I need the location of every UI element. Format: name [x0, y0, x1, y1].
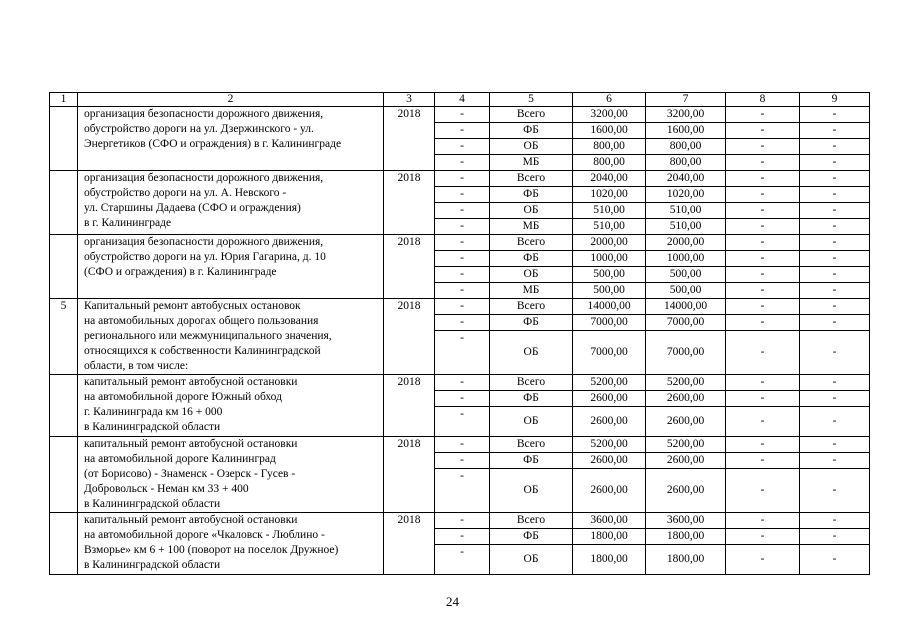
budget-source-cell: ФБ	[490, 391, 573, 407]
dash-cell: -	[800, 391, 870, 407]
description-line: Взморье» км 6 + 100 (поворот на поселок Дружное)	[84, 544, 339, 556]
dash-cell: -	[726, 469, 800, 513]
description-line: на автомобильной дороге Калининград	[84, 453, 276, 465]
description-line: Капитальный ремонт автобусных остановок	[84, 300, 301, 312]
budget-source-cell: ФБ	[490, 187, 573, 203]
item-description-cell	[78, 107, 384, 171]
amount-cell: 2040,00	[573, 171, 646, 187]
description-line: на автомобильных дорогах общего пользования	[84, 315, 319, 327]
budget-source-cell: ОБ	[490, 139, 573, 155]
dash-cell: -	[800, 123, 870, 139]
item-number-cell: 5	[50, 299, 78, 375]
budget-source-cell: МБ	[490, 155, 573, 171]
amount-cell: 1000,00	[646, 251, 726, 267]
table-body	[50, 93, 870, 575]
budget-source-cell: МБ	[490, 283, 573, 299]
page-number: 24	[446, 594, 459, 609]
amount-cell: 7000,00	[573, 315, 646, 331]
dash-cell: -	[800, 235, 870, 251]
dash-cell: -	[800, 315, 870, 331]
item-description-cell	[78, 437, 384, 513]
column-number: 1	[50, 93, 78, 107]
description-line: организация безопасности дорожного движения,	[84, 172, 324, 184]
amount-cell: 14000,00	[573, 299, 646, 315]
dash-cell: -	[435, 283, 490, 299]
amount-cell: 2600,00	[573, 453, 646, 469]
dash-cell: -	[726, 545, 800, 575]
dash-cell: -	[726, 513, 800, 529]
budget-table	[49, 92, 870, 575]
description-line: регионального или межмуниципального значения,	[84, 330, 332, 342]
amount-cell: 3200,00	[646, 107, 726, 123]
dash-cell: -	[726, 187, 800, 203]
dash-cell: -	[435, 171, 490, 187]
amount-cell: 510,00	[573, 203, 646, 219]
amount-cell: 1800,00	[573, 529, 646, 545]
amount-cell: 2600,00	[573, 391, 646, 407]
budget-source-cell: ОБ	[490, 469, 573, 513]
amount-cell: 500,00	[573, 267, 646, 283]
item-number-cell	[50, 513, 78, 575]
dash-cell: -	[800, 529, 870, 545]
dash-cell: -	[435, 407, 490, 437]
year-cell: 2018	[384, 299, 435, 375]
amount-cell: 2600,00	[646, 453, 726, 469]
dash-cell: -	[726, 529, 800, 545]
budget-source-cell: ФБ	[490, 453, 573, 469]
dash-cell: -	[435, 331, 490, 375]
description-line: обустройство дороги на ул. Юрия Гагарина, д. 10	[84, 251, 326, 263]
amount-cell: 510,00	[646, 203, 726, 219]
item-description-cell	[78, 513, 384, 575]
amount-cell: 3600,00	[646, 513, 726, 529]
dash-cell: -	[800, 299, 870, 315]
table-row	[50, 235, 870, 251]
dash-cell: -	[435, 391, 490, 407]
column-number: 3	[384, 93, 435, 107]
dash-cell: -	[435, 251, 490, 267]
table-row	[50, 437, 870, 453]
dash-cell: -	[800, 139, 870, 155]
item-number-cell	[50, 437, 78, 513]
budget-source-cell: ОБ	[490, 545, 573, 575]
dash-cell: -	[435, 139, 490, 155]
dash-cell: -	[435, 107, 490, 123]
table-row	[50, 171, 870, 187]
amount-cell: 500,00	[573, 283, 646, 299]
dash-cell: -	[435, 529, 490, 545]
description-line: в г. Калининграде	[84, 217, 172, 229]
budget-source-cell: ОБ	[490, 407, 573, 437]
dash-cell: -	[726, 139, 800, 155]
dash-cell: -	[726, 123, 800, 139]
column-number: 6	[573, 93, 646, 107]
amount-cell: 2600,00	[646, 407, 726, 437]
description-line: (от Борисово) - Знаменск - Озерск - Гусев -	[84, 468, 296, 480]
amount-cell: 800,00	[573, 139, 646, 155]
dash-cell: -	[800, 251, 870, 267]
description-line: обустройство дороги на ул. Дзержинского - ул.	[84, 123, 314, 135]
dash-cell: -	[800, 331, 870, 375]
dash-cell: -	[435, 267, 490, 283]
year-cell: 2018	[384, 107, 435, 171]
amount-cell: 1800,00	[646, 529, 726, 545]
amount-cell: 7000,00	[646, 315, 726, 331]
budget-source-cell: ОБ	[490, 331, 573, 375]
item-number-cell	[50, 171, 78, 235]
amount-cell: 5200,00	[573, 375, 646, 391]
dash-cell: -	[435, 123, 490, 139]
description-line: (СФО и ограждения) в г. Калининграде	[84, 266, 277, 278]
amount-cell: 2600,00	[573, 407, 646, 437]
dash-cell: -	[435, 235, 490, 251]
dash-cell: -	[435, 299, 490, 315]
amount-cell: 800,00	[646, 155, 726, 171]
budget-source-cell: ФБ	[490, 315, 573, 331]
budget-source-cell: ОБ	[490, 267, 573, 283]
dash-cell: -	[435, 437, 490, 453]
dash-cell: -	[435, 513, 490, 529]
budget-source-cell: Всего	[490, 513, 573, 529]
dash-cell: -	[726, 219, 800, 235]
item-description-cell	[78, 299, 384, 375]
amount-cell: 500,00	[646, 267, 726, 283]
dash-cell: -	[435, 375, 490, 391]
dash-cell: -	[726, 437, 800, 453]
dash-cell: -	[800, 283, 870, 299]
description-line: в Калининградской области	[84, 498, 221, 510]
amount-cell: 7000,00	[573, 331, 646, 375]
amount-cell: 3200,00	[573, 107, 646, 123]
item-number-cell	[50, 235, 78, 299]
dash-cell: -	[726, 203, 800, 219]
description-line: ул. Старшины Дадаева (СФО и ограждения)	[84, 202, 301, 214]
budget-source-cell: Всего	[490, 375, 573, 391]
dash-cell: -	[726, 453, 800, 469]
column-number: 8	[726, 93, 800, 107]
amount-cell: 5200,00	[573, 437, 646, 453]
description-line: в Калининградской области	[84, 421, 221, 433]
budget-source-cell: ОБ	[490, 203, 573, 219]
description-line: в Калининградской области	[84, 559, 221, 571]
dash-cell: -	[800, 155, 870, 171]
amount-cell: 800,00	[646, 139, 726, 155]
column-number: 4	[435, 93, 490, 107]
dash-cell: -	[800, 187, 870, 203]
dash-cell: -	[800, 107, 870, 123]
description-line: на автомобильной дороге Южный обход	[84, 391, 282, 403]
budget-source-cell: Всего	[490, 107, 573, 123]
dash-cell: -	[800, 267, 870, 283]
column-number-row	[50, 93, 870, 107]
amount-cell: 1020,00	[573, 187, 646, 203]
dash-cell: -	[800, 513, 870, 529]
amount-cell: 2000,00	[646, 235, 726, 251]
table-row	[50, 107, 870, 123]
dash-cell: -	[435, 315, 490, 331]
description-line: Энергетиков (СФО и ограждения) в г. Калининграде	[84, 138, 342, 150]
year-cell: 2018	[384, 437, 435, 513]
amount-cell: 2000,00	[573, 235, 646, 251]
dash-cell: -	[800, 219, 870, 235]
dash-cell: -	[435, 545, 490, 575]
description-line: на автомобильной дороге «Чкаловск - Люблино -	[84, 529, 325, 541]
dash-cell: -	[726, 171, 800, 187]
table-row	[50, 513, 870, 529]
amount-cell: 2600,00	[646, 391, 726, 407]
dash-cell: -	[726, 155, 800, 171]
column-number: 9	[800, 93, 870, 107]
description-line: капитальный ремонт автобусной остановки	[84, 438, 298, 450]
year-cell: 2018	[384, 235, 435, 299]
dash-cell: -	[800, 375, 870, 391]
description-line: организация безопасности дорожного движения,	[84, 236, 324, 248]
dash-cell: -	[726, 299, 800, 315]
budget-source-cell: Всего	[490, 171, 573, 187]
budget-source-cell: Всего	[490, 299, 573, 315]
dash-cell: -	[800, 453, 870, 469]
amount-cell: 1800,00	[646, 545, 726, 575]
amount-cell: 2600,00	[573, 469, 646, 513]
year-cell: 2018	[384, 171, 435, 235]
dash-cell: -	[726, 315, 800, 331]
column-number: 2	[78, 93, 384, 107]
table-row	[50, 299, 870, 315]
amount-cell: 500,00	[646, 283, 726, 299]
year-cell: 2018	[384, 513, 435, 575]
budget-source-cell: Всего	[490, 437, 573, 453]
amount-cell: 5200,00	[646, 375, 726, 391]
dash-cell: -	[800, 407, 870, 437]
dash-cell: -	[435, 187, 490, 203]
amount-cell: 7000,00	[646, 331, 726, 375]
amount-cell: 1000,00	[573, 251, 646, 267]
budget-source-cell: ФБ	[490, 123, 573, 139]
dash-cell: -	[435, 219, 490, 235]
dash-cell: -	[435, 155, 490, 171]
column-number: 5	[490, 93, 573, 107]
amount-cell: 1020,00	[646, 187, 726, 203]
amount-cell: 800,00	[573, 155, 646, 171]
item-description-cell	[78, 375, 384, 437]
amount-cell: 510,00	[646, 219, 726, 235]
item-description-cell	[78, 171, 384, 235]
dash-cell: -	[800, 469, 870, 513]
dash-cell: -	[726, 407, 800, 437]
description-line: г. Калининграда км 16 + 000	[84, 406, 223, 418]
dash-cell: -	[800, 545, 870, 575]
budget-source-cell: Всего	[490, 235, 573, 251]
budget-source-cell: ФБ	[490, 251, 573, 267]
dash-cell: -	[726, 235, 800, 251]
dash-cell: -	[800, 171, 870, 187]
column-number: 7	[646, 93, 726, 107]
table-row	[50, 375, 870, 391]
amount-cell: 2600,00	[646, 469, 726, 513]
amount-cell: 1800,00	[573, 545, 646, 575]
dash-cell: -	[726, 267, 800, 283]
description-line: организация безопасности дорожного движения,	[84, 108, 324, 120]
budget-source-cell: ФБ	[490, 529, 573, 545]
dash-cell: -	[726, 391, 800, 407]
dash-cell: -	[435, 203, 490, 219]
description-line: области, в том числе:	[84, 360, 189, 372]
amount-cell: 1600,00	[573, 123, 646, 139]
amount-cell: 510,00	[573, 219, 646, 235]
dash-cell: -	[435, 453, 490, 469]
dash-cell: -	[726, 283, 800, 299]
dash-cell: -	[435, 469, 490, 513]
amount-cell: 1600,00	[646, 123, 726, 139]
item-number-cell	[50, 375, 78, 437]
description-line: капитальный ремонт автобусной остановки	[84, 376, 298, 388]
item-number-cell	[50, 107, 78, 171]
dash-cell: -	[726, 375, 800, 391]
description-line: капитальный ремонт автобусной остановки	[84, 514, 298, 526]
amount-cell: 2040,00	[646, 171, 726, 187]
amount-cell: 5200,00	[646, 437, 726, 453]
amount-cell: 14000,00	[646, 299, 726, 315]
dash-cell: -	[726, 331, 800, 375]
year-cell: 2018	[384, 375, 435, 437]
budget-source-cell: МБ	[490, 219, 573, 235]
dash-cell: -	[800, 437, 870, 453]
description-line: Добровольск - Неман км 33 + 400	[84, 483, 249, 495]
description-line: относящихся к собственности Калининградской	[84, 345, 321, 357]
description-line: обустройство дороги на ул. А. Невского -	[84, 187, 287, 199]
dash-cell: -	[800, 203, 870, 219]
dash-cell: -	[726, 107, 800, 123]
dash-cell: -	[726, 251, 800, 267]
amount-cell: 3600,00	[573, 513, 646, 529]
item-description-cell	[78, 235, 384, 299]
